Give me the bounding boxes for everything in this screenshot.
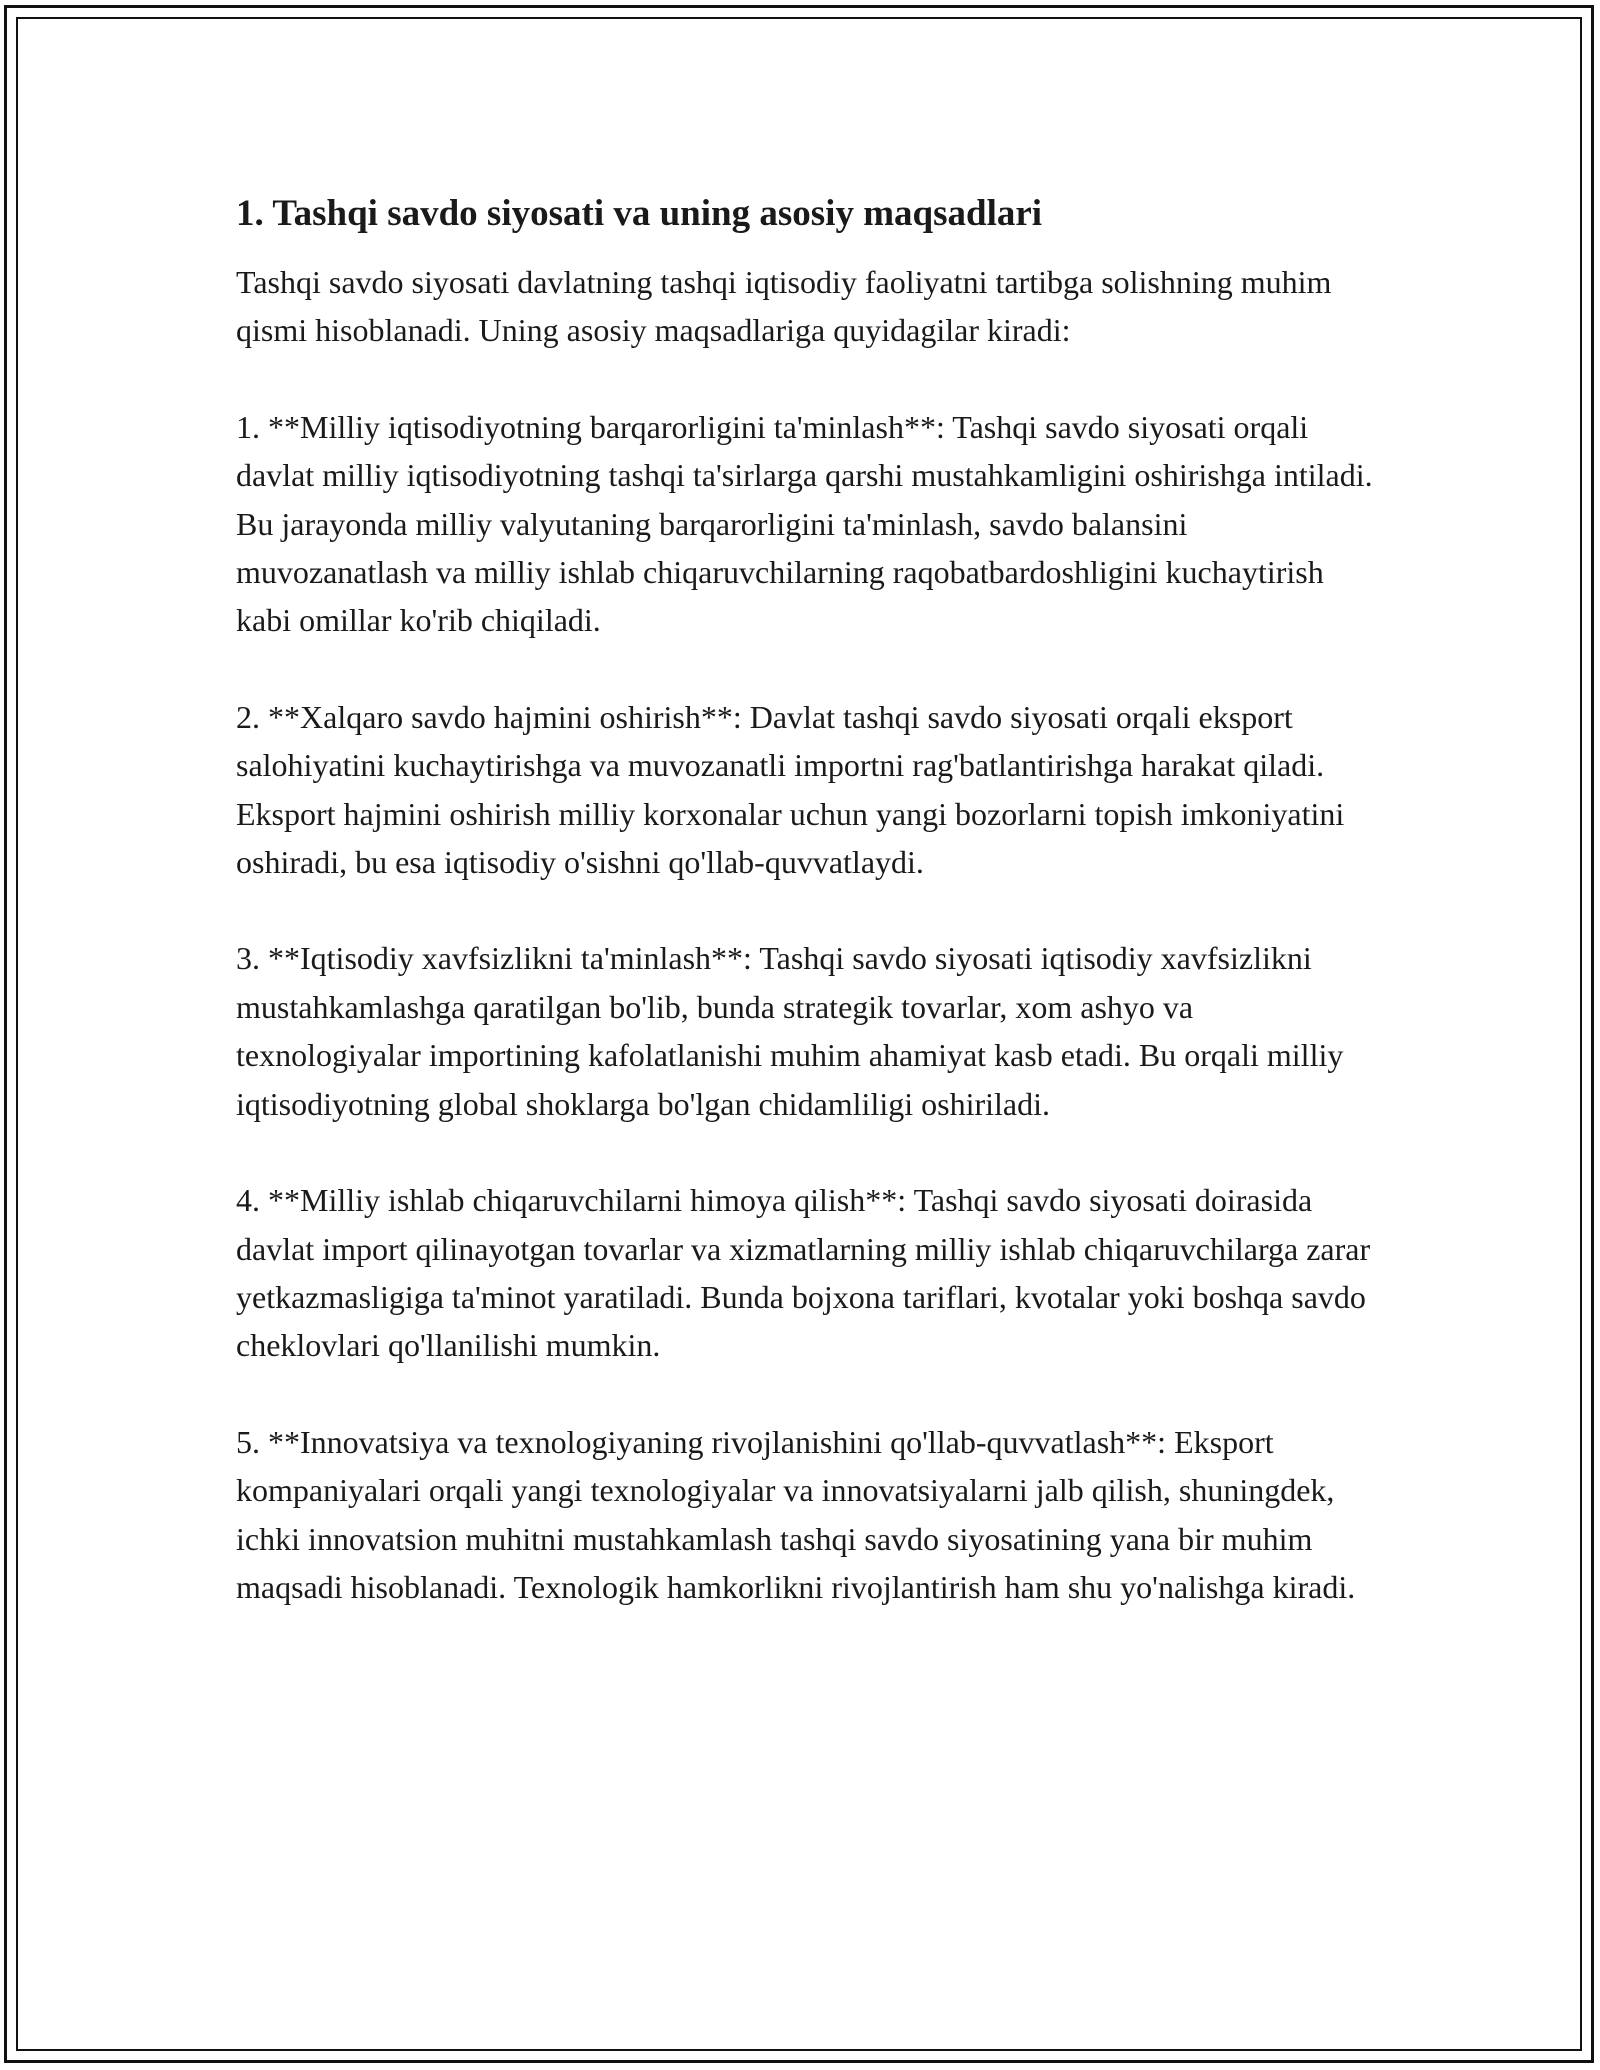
intro-paragraph: Tashqi savdo siyosati davlatning tashqi iqtisodiy faoliyatni tartibga solishning muhim qismi hisoblanadi. Uning asosiy maqsadlariga quyidagilar kiradi: [236,264,1332,349]
document-body [236,186,1376,1659]
goal-paragraph-2: 2. **Xalqaro savdo hajmini oshirish**: Davlat tashqi savdo siyosati orqali eksport salohiyatini kuchaytirishga va muvozanatli importni rag'batlantirishga harakat qiladi. Eksport hajmini oshirish milliy korxonalar uchun yangi bozorlarni topish imkoniyatini oshiradi, bu esa iqtisodiy o'sishni qo'llab-quvvatlaydi. [236,698,1345,881]
section-title: 1. Tashqi savdo siyosati va uning asosiy maqsadlari [236,193,1043,234]
goal-paragraph-4: 4. **Milliy ishlab chiqaruvchilarni himoya qilish**: Tashqi savdo siyosati doirasida davlat import qilinayotgan tovarlar va xizmatlarning milliy ishlab chiqaruvchilarga zarar yetkazmasligiga ta'minot yaratiladi. Bunda bojxona tariflari, kvotalar yoki boshqa savdo cheklovlari qo'llanilishi mumkin. [236,1182,1371,1364]
goal-paragraph-3: 3. **Iqtisodiy xavfsizlikni ta'minlash**: Tashqi savdo siyosati iqtisodiy xavfsizlikni mustahkamlashga qaratilgan bo'lib, bunda strategik tovarlar, xom ashyo va texnologiyalar importining kafolatlanishi muhim ahamiyat kasb etadi. Bu orqali milliy iqtisodiyotning global shoklarga bo'lgan chidamliligi oshiriladi. [236,940,1344,1122]
goal-paragraph-5: 5. **Innovatsiya va texnologiyaning rivojlanishini qo'llab-quvvatlash**: Eksport kompaniyalari orqali yangi texnologiyalar va innovatsiyalarni jalb qilish, shuningdek, ichki innovatsion muhitni mustahkamlash tashqi savdo siyosatining yana bir muhim maqsadi hisoblanadi. Texnologik hamkorlikni rivojlantirish ham shu yo'nalishga kiradi. [236,1423,1356,1605]
goal-paragraph-1: 1. **Milliy iqtisodiyotning barqarorligini ta'minlash**: Tashqi savdo siyosati orqali davlat milliy iqtisodiyotning tashqi ta'sirlarga qarshi mustahkamligini oshirishga intiladi. Bu jarayonda milliy valyutaning barqarorligini ta'minlash, savdo balansini muvozanatlash va milliy ishlab chiqaruvchilarning raqobatbardoshligini kuchaytirish kabi omillar ko'rib chiqiladi. [236,408,1373,639]
